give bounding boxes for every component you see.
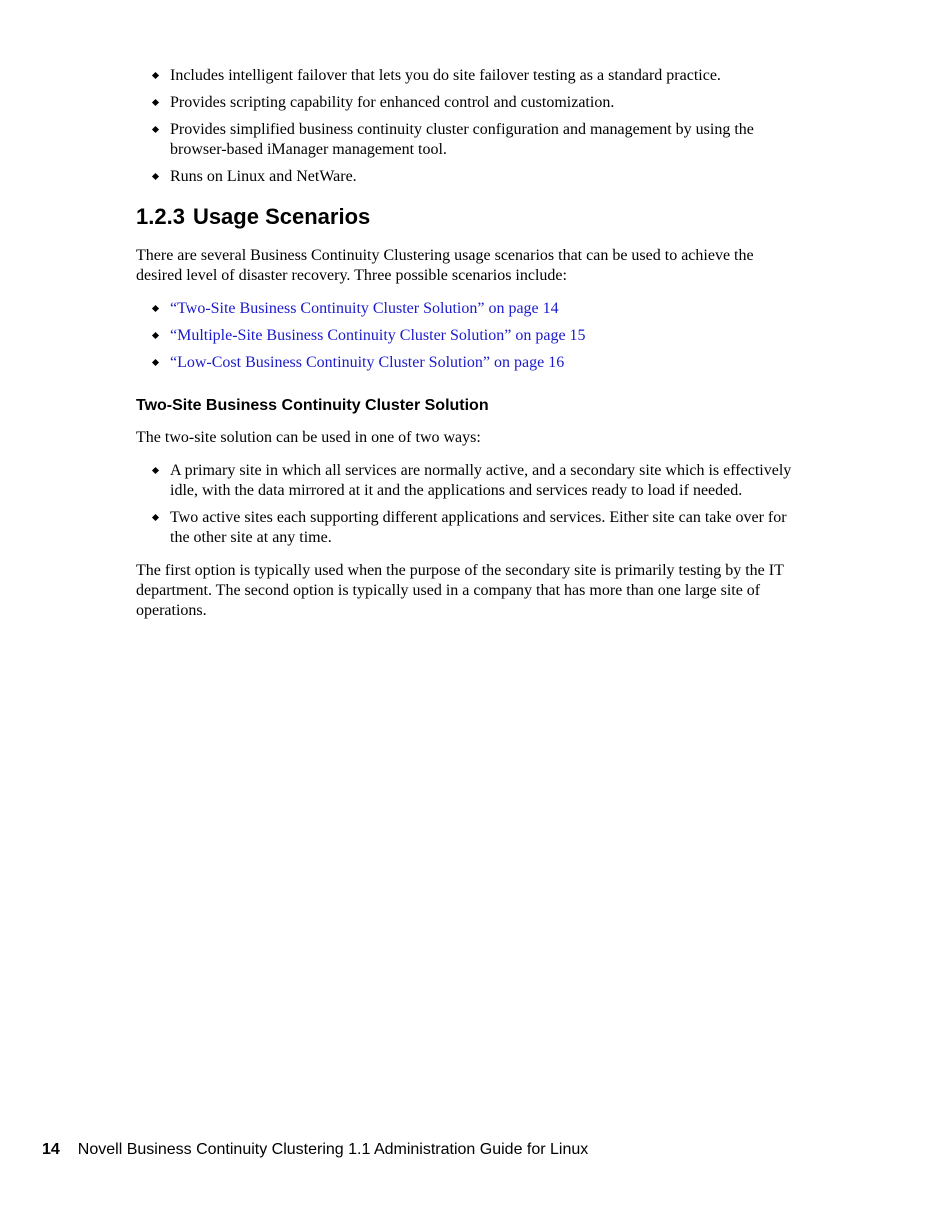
diamond-bullet-icon <box>152 126 159 133</box>
list-item <box>136 120 801 160</box>
two-site-ways-list <box>136 461 801 548</box>
diamond-bullet-icon <box>152 173 159 180</box>
page-content <box>136 66 801 634</box>
list-item-text: Provides simplified business continuity cluster configuration and management by using the browser-based iManager management tool. <box>170 121 754 158</box>
list-item <box>136 66 801 86</box>
list-item-text: Runs on Linux and NetWare. <box>170 168 357 185</box>
diamond-bullet-icon <box>152 467 159 474</box>
list-item-text: Two active sites each supporting different applications and services. Either site can take over for the other site at any time. <box>170 509 787 546</box>
closing-paragraph: The first option is typically used when the purpose of the secondary site is primarily testing by the IT department. The second option is typically used in a company that has more than one large site of operations. <box>136 562 784 619</box>
subsection-intro-paragraph: The two-site solution can be used in one of two ways: <box>136 429 481 446</box>
section-number: 1.2.3 <box>136 204 185 229</box>
subsection-heading: Two-Site Business Continuity Cluster Solution <box>136 397 489 414</box>
list-item <box>136 93 801 113</box>
scenario-link-list <box>136 299 801 373</box>
list-item-text: A primary site in which all services are normally active, and a secondary site which is effectively idle, with the data mirrored at it and the applications and services ready to load if needed. <box>170 462 792 499</box>
section-title: Usage Scenarios <box>192 204 371 229</box>
page-footer <box>42 1140 588 1160</box>
page-number: 14 <box>42 1141 60 1158</box>
feature-bullet-list <box>136 66 801 187</box>
list-item <box>136 461 801 501</box>
section-heading <box>136 204 801 230</box>
link-multiple-site-solution[interactable]: “Multiple-Site Business Continuity Cluster Solution” on page 15 <box>170 327 586 344</box>
diamond-bullet-icon <box>152 72 159 79</box>
diamond-bullet-icon <box>152 305 159 312</box>
link-low-cost-solution[interactable]: “Low-Cost Business Continuity Cluster Solution” on page 16 <box>170 354 565 371</box>
section-intro-paragraph: There are several Business Continuity Clustering usage scenarios that can be used to achieve the desired level of disaster recovery. Three possible scenarios include: <box>136 247 754 284</box>
document-title: Novell Business Continuity Clustering 1.1 Administration Guide for Linux <box>77 1141 589 1158</box>
diamond-bullet-icon <box>152 332 159 339</box>
diamond-bullet-icon <box>152 99 159 106</box>
list-item <box>136 326 801 346</box>
list-item <box>136 167 801 187</box>
list-item <box>136 508 801 548</box>
link-two-site-solution[interactable]: “Two-Site Business Continuity Cluster Solution” on page 14 <box>170 300 559 317</box>
list-item-text: Includes intelligent failover that lets you do site failover testing as a standard practice. <box>170 67 721 84</box>
list-item <box>136 353 801 373</box>
diamond-bullet-icon <box>152 514 159 521</box>
diamond-bullet-icon <box>152 359 159 366</box>
list-item-text: Provides scripting capability for enhanced control and customization. <box>170 94 615 111</box>
list-item <box>136 299 801 319</box>
